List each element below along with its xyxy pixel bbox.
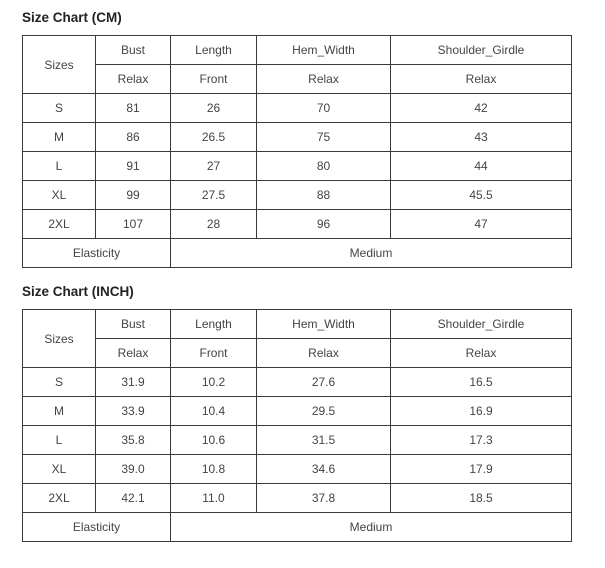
hem-width-cell: 70 — [257, 94, 391, 123]
fit-length: Front — [171, 339, 257, 368]
size-cell: S — [23, 368, 96, 397]
hem-width-cell: 31.5 — [257, 426, 391, 455]
length-cell: 27 — [171, 152, 257, 181]
fit-hem-width: Relax — [257, 339, 391, 368]
shoulder-girdle-cell: 47 — [391, 210, 572, 239]
table-row — [23, 397, 572, 426]
length-cell: 10.4 — [171, 397, 257, 426]
size-chart-inch-title: Size Chart (INCH) — [22, 284, 134, 299]
length-cell: 11.0 — [171, 484, 257, 513]
shoulder-girdle-cell: 16.9 — [391, 397, 572, 426]
hem-width-cell: 27.6 — [257, 368, 391, 397]
bust-cell: 81 — [96, 94, 171, 123]
fit-shoulder-girdle: Relax — [391, 339, 572, 368]
bust-cell: 99 — [96, 181, 171, 210]
column-header-length: Length — [171, 36, 257, 65]
size-cell: XL — [23, 455, 96, 484]
shoulder-girdle-cell: 45.5 — [391, 181, 572, 210]
length-cell: 27.5 — [171, 181, 257, 210]
fit-hem-width: Relax — [257, 65, 391, 94]
hem-width-cell: 80 — [257, 152, 391, 181]
shoulder-girdle-cell: 17.9 — [391, 455, 572, 484]
hem-width-cell: 37.8 — [257, 484, 391, 513]
shoulder-girdle-cell: 42 — [391, 94, 572, 123]
bust-cell: 86 — [96, 123, 171, 152]
column-header-length: Length — [171, 310, 257, 339]
size-cell: M — [23, 397, 96, 426]
table-row — [23, 455, 572, 484]
sizes-header: Sizes — [23, 310, 96, 368]
table-row — [23, 426, 572, 455]
bust-cell: 31.9 — [96, 368, 171, 397]
column-header-hem-width: Hem_Width — [257, 36, 391, 65]
bust-cell: 91 — [96, 152, 171, 181]
table-row — [23, 123, 572, 152]
elasticity-value: Medium — [171, 239, 572, 268]
size-chart-cm-title: Size Chart (CM) — [22, 10, 122, 25]
shoulder-girdle-cell: 16.5 — [391, 368, 572, 397]
elasticity-row — [23, 513, 572, 542]
bust-cell: 42.1 — [96, 484, 171, 513]
shoulder-girdle-cell: 18.5 — [391, 484, 572, 513]
length-cell: 26 — [171, 94, 257, 123]
bust-cell: 107 — [96, 210, 171, 239]
header-row — [23, 310, 572, 339]
shoulder-girdle-cell: 43 — [391, 123, 572, 152]
fit-row — [23, 65, 572, 94]
elasticity-row — [23, 239, 572, 268]
size-cell: XL — [23, 181, 96, 210]
column-header-shoulder-girdle: Shoulder_Girdle — [391, 310, 572, 339]
table-row — [23, 484, 572, 513]
size-cell: M — [23, 123, 96, 152]
hem-width-cell: 75 — [257, 123, 391, 152]
size-cell: L — [23, 426, 96, 455]
size-cell: 2XL — [23, 210, 96, 239]
elasticity-label: Elasticity — [23, 513, 171, 542]
table-row — [23, 210, 572, 239]
table-row — [23, 368, 572, 397]
hem-width-cell: 96 — [257, 210, 391, 239]
shoulder-girdle-cell: 44 — [391, 152, 572, 181]
length-cell: 26.5 — [171, 123, 257, 152]
fit-length: Front — [171, 65, 257, 94]
size-cell: 2XL — [23, 484, 96, 513]
header-row — [23, 36, 572, 65]
elasticity-value: Medium — [171, 513, 572, 542]
column-header-bust: Bust — [96, 36, 171, 65]
length-cell: 10.2 — [171, 368, 257, 397]
fit-shoulder-girdle: Relax — [391, 65, 572, 94]
sizes-header: Sizes — [23, 36, 96, 94]
size-chart-inch-table — [22, 309, 572, 542]
table-row — [23, 181, 572, 210]
bust-cell: 35.8 — [96, 426, 171, 455]
hem-width-cell: 29.5 — [257, 397, 391, 426]
table-row — [23, 152, 572, 181]
length-cell: 28 — [171, 210, 257, 239]
shoulder-girdle-cell: 17.3 — [391, 426, 572, 455]
size-chart-cm-table — [22, 35, 572, 268]
hem-width-cell: 34.6 — [257, 455, 391, 484]
column-header-shoulder-girdle: Shoulder_Girdle — [391, 36, 572, 65]
fit-bust: Relax — [96, 65, 171, 94]
column-header-bust: Bust — [96, 310, 171, 339]
table-row — [23, 94, 572, 123]
bust-cell: 33.9 — [96, 397, 171, 426]
length-cell: 10.6 — [171, 426, 257, 455]
column-header-hem-width: Hem_Width — [257, 310, 391, 339]
length-cell: 10.8 — [171, 455, 257, 484]
fit-bust: Relax — [96, 339, 171, 368]
elasticity-label: Elasticity — [23, 239, 171, 268]
size-cell: L — [23, 152, 96, 181]
hem-width-cell: 88 — [257, 181, 391, 210]
bust-cell: 39.0 — [96, 455, 171, 484]
size-cell: S — [23, 94, 96, 123]
fit-row — [23, 339, 572, 368]
